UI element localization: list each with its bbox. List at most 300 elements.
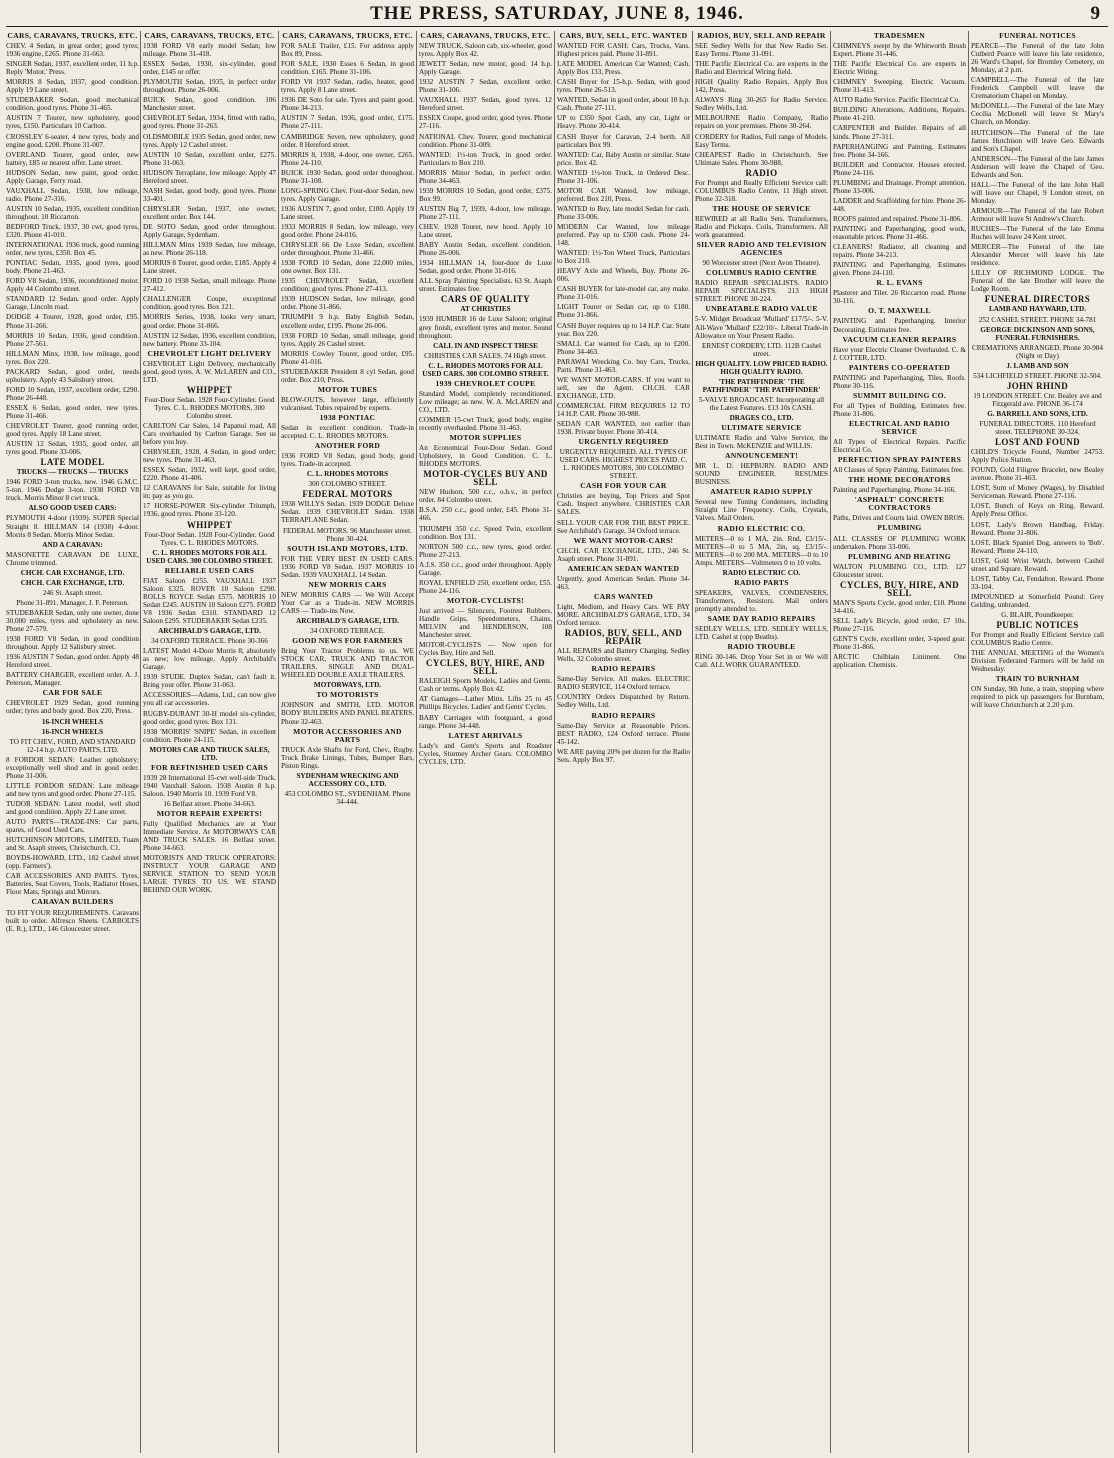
column-5 — [557, 31, 690, 1453]
section-heading: WHIPPET — [186, 384, 233, 395]
section-heading: SAME DAY RADIO REPAIRS — [707, 614, 816, 623]
section-heading: CAR FOR SALE — [42, 688, 103, 698]
classified-ad: JEWETT Sedan, new motor, good. 14 h.p. Apply Garage. — [419, 60, 552, 77]
classified-ad: 1936 DE Soto for sale. Tyres and paint good. Phone 34-213. — [281, 96, 414, 113]
classified-ad: TO FIT YOUR REQUIREMENTS. Caravans built to order. Alfresco Sheets. CARBOLTS (E. R.), LTD., 146 Gloucester street. — [6, 908, 139, 933]
column-rule — [140, 31, 141, 1453]
classified-ad: 1934 HILLMAN 14, four-door de Luxe Sedan, good order. Phone 31-016. — [419, 259, 552, 276]
classified-ad: SELL Lady's Bicycle, good order, £7 10s. Phone 27-116. — [833, 616, 966, 633]
section-heading: GOOD NEWS FOR FARMERS — [292, 636, 403, 646]
section-heading: RADIOS, BUY, SELL, AND REPAIR — [564, 628, 683, 647]
classified-ad: ALSO GOOD USED CARS: — [28, 504, 117, 513]
section-heading: RADIO — [745, 167, 778, 178]
column-rule — [692, 31, 693, 1453]
section-heading: MOTOR ACCESSORIES AND PARTS — [293, 726, 402, 744]
classified-ad: 19 LONDON STREET. Cnr. Bealey ave and Fitzgerald ave. PHONE 36-174 — [973, 391, 1102, 408]
classified-ad: CORDERY for Radios, Full range of Models. Easy Terms. — [695, 132, 828, 149]
section-heading: LATEST ARRIVALS — [448, 730, 523, 740]
classified-ad: For Prompt and Really Efficient Service call COLUMBUS Radio Centre. — [971, 631, 1104, 648]
section-heading: VACUUM CLEANER REPAIRS — [842, 334, 957, 344]
classified-ad: THE Pacific Electrical Co. are experts in the Radio and Electrical Wiring field. — [695, 60, 828, 77]
classified-ad: DRAGES CO., LTD. — [729, 413, 794, 422]
classified-ad: JOHNSON and SMITH, LTD. MOTOR BODY BUILDERS AND PANEL BEATERS. Phone 32-463. — [281, 701, 414, 726]
classified-ad: BEDFORD Truck, 1937, 30 cwt, good tyres, £320. Phone 41-010. — [6, 222, 139, 240]
section-heading: FUNERAL DIRECTORS — [984, 294, 1091, 305]
classified-ad: THE ANNUAL MEETING of the Women's Division Federated Farmers will be held on Wednesday. — [971, 649, 1104, 674]
classified-ad: RADIO REPAIR SPECIALISTS. RADIO REPAIR SPECIALISTS. 213 HIGH STREET. PHONE 30-224. — [695, 279, 828, 304]
section-heading: PLUMBING AND HEATING — [848, 551, 951, 561]
section-heading: RADIO PARTS — [734, 577, 789, 587]
column-1 — [6, 31, 139, 1453]
classified-ad: PAPERHANGING and Painting. Estimates free. Phone 34-166. — [833, 142, 966, 159]
classified-ad: CHEV. 4 Sedan, in great order; good tyres; 1936 engine, £265. Phone 31-663. — [6, 42, 139, 59]
classified-ad: MORRIS Series, 1938, looks very smart, good order. Phone 31-866. — [143, 313, 276, 330]
classified-ad: COMMERCIAL FIRM REQUIRES 12 TO 14 H.P. CAR. Phone 30-988. — [557, 401, 690, 418]
classified-ad: CAMBRIDGE Seven, new upholstery, good order. 8 Hereford street. — [281, 132, 414, 149]
column-header: FUNERAL NOTICES — [999, 31, 1076, 40]
classified-ad: CARPENTER and Builder. Repairs of all kinds. Phone 27-311. — [833, 124, 966, 141]
classified-ad: STUDEBAKER Sedan, good mechanical condition, good tyres. Phone 31-465. — [6, 96, 139, 113]
section-heading: LOST AND FOUND — [995, 437, 1080, 448]
classified-ad: REWIRED at all Radio Sets. Transformers, Radio and Pickups. Coils, Transformers. All work guaranteed. — [695, 214, 828, 240]
column-6 — [695, 31, 828, 1453]
classified-ad: 17 HORSE-POWER Six-cylinder Triumph, 1936, good tyres. Phone 33-120. — [143, 502, 276, 519]
classified-ad: 34 OXFORD TERRACE. — [310, 627, 385, 636]
section-heading: ANOTHER FORD — [314, 441, 381, 451]
classified-ad: J. LAMB AND SON — [1006, 361, 1069, 370]
newspaper-title: THE PRESS, SATURDAY, JUNE 8, 1946. — [370, 3, 744, 24]
classified-ad: ALWAYS Ring 30-265 for Radio Service. Sedley Wells, Ltd. — [695, 96, 828, 113]
classified-ad: B.S.A. 250 c.c., good order, £45. Phone 31-466. — [419, 506, 552, 523]
classified-ad: TRIUMPH 350 c.c. Speed Twin, excellent condition. Box 131. — [419, 524, 552, 541]
section-heading: THE HOME DECORATORS — [848, 475, 951, 485]
classified-ad: 453 COLOMBO ST., SYDENHAM. Phone 34-444. — [284, 789, 411, 806]
classified-ad: CAMPBELL—The Funeral of the late Frederick Campbell will leave the Crematorium Chapel on Monday. — [971, 76, 1104, 101]
classified-ad: 1939 28 International 15-cwt well-side Truck. 1940 Vauxhall Saloon. 1938 Austin 8 h.p. Saloon. 1940 Morris 10. 1939 Ford V8. — [143, 773, 276, 798]
classified-ad: ESSEX Coupe, good order, good tyres. Phone 27-116. — [419, 114, 552, 131]
classified-ad: RUGBY-DURANT 30-H model six-cylinder, good order, good tyres. Box 131. — [143, 709, 276, 726]
classified-ad: ALL Spray Painting Specialists. 63 St. Asaph street. Estimates free. — [419, 277, 552, 294]
classified-ad: WANTED, Sedan in good order, about 10 h.p. Cash. Phone 27-111. — [557, 96, 690, 113]
classified-ad: 1939 STUDE. Duplex Sedan, can't fault it. Bring your offer. Phone 31-063. — [143, 673, 276, 690]
section-heading: AMERICAN SEDAN WANTED — [567, 563, 680, 573]
classified-ad: MR L. D. HEPBURN. RADIO AND SOUND ENGINEER. RESUMES BUSINESS. — [695, 462, 828, 487]
column-header: CARS, BUY, SELL, ETC. WANTED — [559, 31, 688, 40]
classified-ad: PEARCE—The Funeral of the late John Cutberd Pearce will leave his late residence, 26 Ward's Chapel, for Bromley Cemetery, on Monday, at 2 p.m. — [971, 42, 1104, 75]
column-rule — [968, 31, 969, 1453]
classified-ad: WANTED: 1½-ton Truck, in good order. Particulars to Box 210. — [419, 150, 552, 167]
classified-ad: 252 CASHEL STREET. PHONE 34-781 — [978, 315, 1097, 324]
section-heading: AMATEUR RADIO SUPPLY — [710, 487, 813, 497]
classified-ad: ANDERSON—The Funeral of the late James Anderson will leave the Chapel of Geo. Edwards and Son. — [971, 154, 1104, 179]
classified-ad: METERS—0 to 1 MA, 2in. Rnd, £3/15/-. METERS—0 to 5 MA, 2in, sq. £3/15/-. METERS—0 to 200 MA. METERS—0 to 10 Amps. METERS—Voltmeters 0 to 10 volts. — [695, 534, 828, 567]
classified-ad: 16-INCH WHEELS — [41, 727, 104, 736]
classified-ad: LADDER and Scaffolding for hire. Phone 26-448. — [833, 196, 966, 213]
classified-ad: COMMER 15-cwt Truck, good body, engine recently overhauled. Phone 31-463. — [419, 415, 552, 433]
classified-ad: Christies are buying, Top Prices and Spot Cash. Inspect anywhere. CHRISTIES CAR SALES. — [557, 492, 690, 517]
classified-ad: Same-Day Service at Reasonable Prices. BEST RADIO, 124 Oxford terrace. Phone 45-142. — [557, 721, 690, 746]
classified-ad: FOR SALE Trailer, £15. For address apply Box 89, Press. — [281, 42, 414, 59]
classified-ad: LONG-SPRING Chev. Four-door Sedan, new tyres. Apply Garage. — [281, 186, 414, 203]
classified-ad: CHEVROLET 1929 Sedan, good running order; tyres and body good. Box 220, Press. — [6, 699, 139, 716]
classified-ad: 1938 'MORRIS' 'SNIPE' Sedan, in excellent condition. Phone 24-115. — [143, 727, 276, 744]
column-rule — [278, 31, 279, 1453]
classified-ad: MORRIS 8 Tourer, good order, £185. Apply 4 Lane street. — [143, 259, 276, 276]
classified-ad: TO FIT CHEV., FORD, AND STANDARD 12-14 h.p. AUTO PARTS, LTD. — [9, 737, 136, 754]
classified-ad: MERCER—The Funeral of the late Alexander Mercer will leave his late residence. — [971, 243, 1104, 268]
classified-ad: WANTED 1½-ton Truck, in Ordered Desc. Phone 31-106. — [557, 168, 690, 185]
section-heading: UNBEATABLE RADIO VALUE — [705, 304, 818, 314]
classified-ad: G. BARRELL AND SONS, LTD. — [987, 409, 1088, 418]
section-heading: RADIO TROUBLE — [727, 642, 796, 652]
classified-ad: OVERLAND Tourer, good order, new battery, £85 or nearest offer. Lane street. — [6, 150, 139, 167]
column-header: TRADESMEN — [873, 31, 926, 40]
classified-ad: CHEAPEST Radio in Christchurch. See Ultimate Sales. Phone 30-988. — [695, 150, 828, 167]
classified-ad: CHEVROLET Light Delivery, mechanically good, good tyres. A. W. McLAREN and CO., LTD. — [143, 359, 276, 384]
section-heading: CASH FOR YOUR CAR — [580, 481, 667, 491]
classified-ad: 8 FORDOR SEDAN: Leather upholstery; exceptionally well shod and in good order. Phone 31-006. — [6, 755, 139, 780]
classified-ad: Bring Your Tractor Problems to us. WE STOCK CAR, TRUCK AND TRACTOR TRAILERS. SINGLE AND DUAL-WHEELED DOUBLE AXLE TRAILERS. — [281, 647, 414, 680]
classified-ad: BABY Carriages with footguard, a good range. Phone 34-448. — [419, 713, 552, 730]
classified-ad: MOTORS CAR AND TRUCK SALES, LTD. — [149, 745, 270, 762]
section-heading: FEDERAL MOTORS — [302, 489, 393, 500]
classified-ad: PLYMOUTH 4-door (1939). SUPER Special Straight 8. HILLMAN 14 (1938) 4-door. Morris 8 Sedan. Morris Minor Sedan. — [6, 514, 139, 539]
classified-ad: TRIUMPH 9 h.p. Baby English Sedan, excellent order, £195. Phone 26-006. — [281, 313, 414, 330]
classified-ad: MOTORISTS AND TRUCK OPERATORS: INSTRUCT YOUR GARAGE AND SERVICE STATION TO SEND YOUR LARGE TYRES TO US. WE STAND BEHIND OUR WORK. — [143, 854, 276, 895]
section-heading: THE HOUSE OF SERVICE — [712, 203, 811, 213]
classified-ad: ERNEST CORDERY, LTD. 112B Cashel street. — [701, 341, 821, 358]
section-heading: URGENTLY REQUIRED — [578, 437, 669, 447]
classified-ad: PLUMBING and Drainage. Prompt attention. Phone 33-006. — [833, 178, 966, 195]
classified-ad: AUSTIN 12 Sedan, 1935, good order, all tyres good. Phone 33-006. — [6, 440, 139, 457]
section-heading: PLUMBING — [877, 523, 922, 533]
classified-ad: THE Pacific Electrical Co. are experts in Electric Wiring. — [833, 60, 966, 77]
column-2 — [143, 31, 276, 1453]
classified-ad: VAUXHALL Sedan, 1938, low mileage, radio. Phone 27-316. — [6, 186, 139, 203]
classified-ad: ESSEX Sedan, 1932, well kept, good order, £220. Phone 41-406. — [143, 466, 276, 483]
column-header: CARS, CARAVANS, TRUCKS, ETC. — [282, 31, 413, 40]
classified-ad: NEW MORRIS CARS — We Will Accept Your Car as a Trade-in. NEW MORRIS CARS — Trade-ins Now. — [281, 590, 414, 615]
column-3 — [281, 31, 414, 1453]
classified-ad: BLOW-OUTS, however large, efficiently vulcanised. Tubes repaired by experts. — [281, 395, 414, 412]
classified-ad: C. L. RHODES MOTORS — [306, 470, 389, 479]
classified-ad: SINGER Sedan, 1937, excellent order, 11 h.p. Reply 'Motor,' Press. — [6, 60, 139, 77]
classified-ad: PACKARD Sedan, good order, needs upholstery. Apply 43 Salisbury street. — [6, 367, 139, 384]
classified-ad: BABY Austin Sedan, excellent condition. Phone 26-006. — [419, 241, 552, 258]
classified-ad: Urgently, good American Sedan. Phone 34-463. — [557, 574, 690, 591]
classified-ad: CHRISTIES CAR SALES. 74 High street. — [424, 351, 547, 360]
classified-ad: AUTO Radio Service. Pacific Electrical Co. — [833, 96, 961, 105]
classified-ad: ARCHIBALD'S GARAGE, LTD. — [158, 627, 261, 636]
classified-ad: CARLTON Car Sales, 14 Papanui road, All Cars overhauled by Carlton Garage. See us before you buy. — [143, 422, 276, 447]
classified-ad: Painting and Paperhanging. Phone 34-166. — [833, 486, 956, 495]
classified-ad: Fully Qualified Mechanics are at Your Immediate Service. At MOTORWAYS CAR AND TRUCK SALES. 16 Belfast street. Phone 34-663. — [143, 820, 276, 853]
classified-ad: Light, Medium, and Heavy Cars. WE PAY MORE. ARCHIBALD'S GARAGE, LTD., 34 Oxford terrace. — [557, 602, 690, 628]
classified-ad: PARAWAI Wrecking Co. buy Cars, Trucks, Parts. Phone 31-463. — [557, 357, 690, 374]
classified-ad: AT Gamages—Lather Mitts. Lifts 25 to 45 Phillips Bicycles. Ladies' and Gents' Cycles. — [419, 695, 552, 712]
classified-ad: Plasterer and Tiler. 26 Riccarton road. Phone 30-116. — [833, 289, 966, 306]
classified-ad: HUDSON Sedan, new paint, good order. Apply Garage, Ferry road. — [6, 168, 139, 185]
classified-ad: MOTOR CAR Wanted, low mileage, preferred. Box 210, Press. — [557, 186, 690, 203]
classified-ad: CHILD'S Tricycle Found, Number 24753. Apply Police Station. — [971, 448, 1104, 465]
classified-ad: 1939 HUDSON Sedan, low mileage, good order. Phone 31-866. — [281, 295, 414, 312]
classified-ad: ROYAL ENFIELD 250, excellent order, £55. Phone 24-116. — [419, 578, 552, 595]
classified-ad: HIGH QUALITY. LOW PRICED RADIO. HIGH QUALITY RADIO. — [695, 359, 828, 376]
classified-ad: CHRYSLER, 1928, 4 Sedan, in good order; new tyres. Phone 31-463. — [143, 448, 276, 465]
classified-ad: ALL CLASSES OF PLUMBING WORK undertaken. Phone 33-006. — [833, 534, 966, 551]
classified-ad: MAN'S Sports Cycle, good order, £10. Phone 34-416. — [833, 598, 966, 615]
classified-ad: BUICK Sedan, good condition. 106 Manchester street. — [143, 96, 276, 113]
classified-ad: LOST, Bunch of Keys on Ring. Reward. Apply Press Office. — [971, 502, 1104, 519]
classified-ad: MORRIS Cowley Tourer, good order, £95. Phone 41-016. — [281, 349, 414, 366]
classified-ad: All Classes of Spray Painting. Estimates free. — [833, 466, 964, 475]
classified-ad: ALL REPAIRS and Battery Charging. Sedley Wells, 32 Colombo street. — [557, 647, 690, 664]
classified-ad: WE ARE paying 20% per dozen for the Radio Sets. Apply Box 97. — [557, 747, 690, 764]
section-heading: 'ASPHALT' CONCRETE CONTRACTORS — [854, 495, 945, 513]
classified-ad: LOST, Lady's Brown Handbag, Friday. Reward. Phone 31-806. — [971, 520, 1104, 537]
classified-ad: SEE Sedley Wells for that New Radio Set. Easy Terms. Phone 31-091. — [695, 42, 828, 59]
classified-ad: C. L. RHODES MOTORS FOR ALL USED CARS. 300 COLOMBO STREET. — [422, 361, 549, 378]
classified-ad: ESSEX 6 Sedan, good order, new tyres. Phone 31-466. — [6, 403, 139, 420]
classified-ad: C. L. RHODES MOTORS FOR ALL USED CARS. 300 COLOMBO STREET. — [146, 548, 273, 565]
classified-ad: NASH Sedan, good body, good tyres. Phone 33-401. — [143, 186, 276, 203]
classified-ad: FORD V8 1937 Sedan, radio, heater, good tyres. Apply 8 Lane street. — [281, 78, 414, 95]
classified-ad: All Types of Electrical Repairs. Pacific Electrical Co. — [833, 438, 966, 455]
classified-ad: STUDEBAKER Sedan, only one owner, done 30,000 miles, tyres and upholstery as new. Phone 27-579. — [6, 608, 139, 634]
classified-ad: RUCHES—The Funeral of the late Emma Ruches will leave 24 Kent street. — [971, 225, 1104, 242]
classified-ad: 534 LICHFIELD STREET. PHONE 32-504. — [973, 371, 1102, 380]
classified-ad: 5-V. Midget Broadcast 'Mullard' £17/5/-. 5-V. All-Wave 'Mullard' £22/10/-. Liberal Trade-in Allowance on Your Present Radio. — [695, 315, 828, 340]
classified-ad: WANTED to Buy, late model Sedan for cash. Phone 33-006. — [557, 204, 690, 221]
classified-ad: BUILDING Alterations, Additions, Repairs. Phone 41-210. — [833, 106, 966, 123]
section-heading: SILVER RADIO AND TELEVISION AGENCIES — [696, 240, 827, 258]
section-heading: CHEVROLET LIGHT DELIVERY — [147, 348, 272, 358]
section-heading: TO MOTORISTS — [316, 690, 379, 700]
classified-ad: CALL IN AND INSPECT THESE — [433, 341, 538, 350]
classified-ad: 16 Belfast street. Phone 34-663. — [163, 799, 256, 808]
classified-ad: CHEVROLET Tourer, good running order, good tyres. Apply 18 Lane street. — [6, 422, 139, 439]
classified-ad: A.J.S. 350 c.c., good order throughout. Apply Garage. — [419, 560, 552, 577]
classified-ad: WE WANT MOTOR-CARS. If you want to sell, see the Agent. CH.CH. CAR EXCHANGE, LTD. — [557, 375, 690, 400]
classified-ad: ARCHIBALD'S GARAGE, LTD. — [296, 617, 399, 625]
classified-ad: Same-Day Service. All makes. ELECTRIC RADIO SERVICE, 114 Oxford terrace. — [557, 675, 690, 692]
column-rule — [554, 31, 555, 1453]
classified-ad: 90 Worcester street (Next Avon Theatre). — [702, 259, 821, 268]
classified-ad: HILLMAN Minx 1939 Sedan, low mileage, as new. Phone 26-118. — [143, 241, 276, 258]
classified-ad: HILLMAN Minx, 1938, low mileage, good tyres. Box 220. — [6, 349, 139, 366]
classified-ad: CHALLENGER Coupe, exceptional condition, good tyres. Box 121. — [143, 295, 276, 312]
classified-ad: Standard Model, completely reconditioned. Low mileage; as new. W. A. McLAREN and CO., LTD. — [419, 389, 552, 414]
classified-ad: WANTED: Car, Baby Austin or similar. State price. Box 42. — [557, 150, 690, 167]
classified-ad: HUTCHISON—The Funeral of the late James Hutchison will leave Geo. Edwards and Son's Chapel. — [971, 128, 1104, 153]
classified-ad: 246 St. Asaph street. — [42, 588, 103, 597]
classified-ad: FIAT Saloon £255. VAUXHALL 1937 Saloon £325. ROVER 10 Saloon £290. ROLLS ROYCE Sedan £575. MORRIS 10 Sedan £245. AUSTIN 10 Saloon £275. FORD V8 1936 Sedan £310. STANDARD 12 Saloon £295. STUDEBAKER Sedan £235. — [143, 576, 276, 626]
section-heading: PAINTERS CO-OPERATED — [848, 362, 951, 372]
classified-ad: RALEIGH Sports Models, Ladies and Gents. Cash or terms. Apply Box 42. — [419, 677, 552, 694]
classified-ad: FORD V8 Sedan, 1936, reconditioned motor. Apply 44 Colombo street. — [6, 277, 139, 294]
classified-ad: MORRIS 10 Sedan, 1936, good condition. Phone 27-561. — [6, 331, 139, 348]
classified-ad: BATTERY CHARGER, excellent order. A. J. Peterson, Manager. — [6, 671, 139, 688]
classified-ad: HALL—The Funeral of the late John Hall will leave our Chapel, 9 London street, on Monday. — [971, 180, 1104, 205]
classified-ad: CASH BUYER for late-model car, any make. Phone 31-016. — [557, 285, 690, 302]
classified-ad: AT CHRISTIES — [460, 305, 511, 314]
classified-ad: LOST, Sum of Money (Wages), by Disabled Serviceman. Reward. Phone 27-116. — [971, 484, 1104, 501]
classified-ad: Lady's and Gent's Sports and Roadster Cycles, Sturmey Archer Gears. COLOMBO CYCLES, LTD. — [419, 741, 552, 766]
column-header: RADIOS, BUY, SELL AND REPAIR — [697, 31, 826, 40]
classified-ad: FOR SALE, 1930 Essex 6 Sedan, in good condition. £165. Phone 31-106. — [281, 60, 414, 77]
section-heading: RADIO REPAIRS — [591, 710, 656, 720]
classified-ad: WANTED: 1½-Ton Wheel Truck, Particulars to Box 210. — [557, 249, 690, 266]
classified-ad: AUSTIN 12 Sedan, 1936, excellent condition, new battery. Phone 33-104. — [143, 331, 276, 348]
classified-ad: BUICK 1930 Sedan, good order throughout. Phone 31-108. — [281, 168, 414, 185]
section-heading: 1938 PONTIAC — [319, 412, 376, 422]
classified-ad: FEDERAL MOTORS. 96 Manchester street. Phone 30-424. — [283, 526, 412, 543]
classified-ad: PAINTING and Paperhanging, Tiles, Roofs. Phone 30-116. — [833, 373, 966, 390]
section-heading: ANNOUNCEMENT! — [724, 451, 799, 461]
section-heading: CYCLES, BUY, HIRE, AND SELL — [426, 658, 545, 677]
classified-ad: INTERNATIONAL 1936 truck, good running order, new tyres, £350. Box 45. — [6, 241, 139, 258]
classified-ad: 1939 HUMBER 16 de Luxe Saloon; original grey finish, excellent tyres and motor. Sound throughout. — [419, 315, 552, 340]
classified-ad: LIGHT Tourer or Sedan car, up to £180. Phone 31-866. — [557, 303, 690, 320]
classified-ad: TUDOR SEDAN: Latest model, well shod and good condition. Apply 22 Lane street. — [6, 799, 139, 816]
classified-ad: 1938 FORD 10 Sedan, done 22,000 miles, one owner. Box 131. — [281, 259, 414, 276]
section-heading: PUBLIC NOTICES — [996, 620, 1079, 631]
classified-ad: For Prompt and Really Efficient Service call: COLUMBUS Radio Centre, 11 High street. Phone 32-318. — [695, 178, 828, 203]
classified-ad: VAUXHALL 1937 Sedan, good tyres. 12 Hereford street. — [419, 96, 552, 113]
classified-ad: CROSSLEY 6-seater, 4 new tyres, body and engine good, £200. Phone 31-007. — [6, 132, 139, 149]
classified-ad: SPEAKERS, VALVES, CONDENSERS, Transformers, Resistors. Mail orders promptly attended to. — [695, 588, 828, 613]
classified-ad: CHRYSLER Sedan, 1937, one owner, excellent order. Box 144. — [143, 204, 276, 221]
classified-ad: AUSTIN 10 Sedan, 1935, excellent condition throughout. 10 Riccarton. — [6, 204, 139, 221]
classified-ad: PLYMOUTH Sedan, 1935, in perfect order throughout. Phone 26-006. — [143, 78, 276, 95]
classified-ad: CHEV. 1928 Tourer, new hood. Apply 10 Lane street. — [419, 222, 552, 240]
classified-ad: 300 COLOMBO STREET. — [308, 480, 387, 489]
classified-ad: MASONETTE CARAVAN DE LUXE, Chrome trimmed. — [6, 550, 139, 567]
classified-ad: FORD 10 Sedan, 1937, excellent order, £290. Phone 26-448. — [6, 385, 139, 402]
column-7 — [833, 31, 966, 1453]
classified-ad: URGENTLY REQUIRED. ALL TYPES OF USED CARS. HIGHEST PRICES PAID. C. L. RHODES MOTORS, 300 COLOMBO STREET. — [559, 448, 688, 481]
column-4 — [419, 31, 552, 1453]
masthead-rule — [6, 26, 1108, 27]
classified-ad: CLEANERS! Radiator, all cleaning and repairs. Phone 34-213. — [833, 243, 966, 260]
masthead — [0, 0, 1114, 26]
classified-ad: WANTED FOR CASH: Cars, Trucks, Vans. Highest prices paid. Phone 31-891. — [557, 42, 690, 59]
classified-ad: CHCH. CAR EXCHANGE, LTD. — [20, 578, 125, 587]
classified-ad: LATEST Model 4-Door Morris 8, absolutely as new; low mileage. Apply Archibald's Garage. — [143, 647, 276, 672]
classified-ad: CASH Buyer for 15-h.p. Sedan, with good tyres. Phone 26-513. — [557, 78, 690, 95]
classified-ad: ARMOUR—The Funeral of the late Robert Armour will leave St Andrew's Church. — [971, 206, 1104, 223]
classified-ad: PAINTING and Paperhanging. Estimates given. Phone 24-110. — [833, 261, 966, 278]
column-header: CARS, CARAVANS, TRUCKS, ETC. — [144, 31, 275, 40]
classified-ad: FOR THE VERY BEST IN USED CARS. 1936 FORD V8 Sedan. 1937 MORRIS 10 Sedan. 1939 VAUXHALL 14 Sedan. — [281, 554, 414, 579]
classified-ad: MELBOURNE Radio Company, Radio repairs on your premises. Phone 30-264. — [695, 114, 828, 131]
classified-ad: CHCH. CAR EXCHANGE, LTD. — [20, 568, 125, 577]
classified-ad: HUTCHINSON MOTORS, LIMITED, Tuam and St. Asaph streets, Christchurch. C1. — [6, 836, 139, 853]
section-heading: O. T. MAXWELL — [868, 306, 931, 316]
section-heading: TRAIN TO BURNHAM — [995, 674, 1080, 684]
classified-ad: Phone 31-891. Manager, J. F. Peterson. — [16, 598, 129, 607]
classified-ad: HUDSON Terraplane, low mileage. Apply 47 Hereford street. — [143, 168, 276, 185]
section-heading: MOTOR SUPPLIES — [449, 433, 522, 443]
classified-ad: CREMATIONS ARRANGED. Phone 30-984 (Night or Day) — [972, 343, 1103, 360]
classified-ad: RADIO ELECTRIC CO. — [722, 568, 801, 577]
classified-ad: ESSEX Sedan, 1930, six-cylinder, good order, £145 or offer. — [143, 60, 276, 77]
classified-ad: CASH Buyer for Caravan, 2-4 berth. All particulars Box 99. — [557, 132, 690, 149]
classified-ad: AUSTIN Big 7, 1939, 4-door, low mileage. Phone 27-111. — [419, 204, 552, 221]
page-number: 9 — [1090, 3, 1100, 24]
classified-ad: CAR ACCESSORIES AND PARTS. Tyres, Batteries, Seat Covers, Tools, Radiator Hoses, Floor Mats, Springs and Mirrors. — [6, 872, 139, 897]
classified-ad: MODERN Car Wanted, low mileage preferred. Pay up to £500 cash. Phone 24-148. — [557, 222, 690, 248]
column-header: CARS, CARAVANS, TRUCKS, ETC. — [7, 31, 138, 40]
classified-ad: LOST, Tabby Cat, Fendalton. Reward. Phone 33-104. — [971, 574, 1104, 591]
section-heading: RADIO ELECTRIC CO. — [717, 523, 806, 533]
classified-ad: LAMB AND HAYWARD, LTD. — [988, 305, 1087, 314]
column-rule — [830, 31, 831, 1453]
classified-ad: LOST, Black Spaniel Dog, answers to 'Bob'. Reward. Phone 24-110. — [971, 538, 1104, 555]
classified-ad: Have your Electric Cleaner Overhauled. C. & J. COTTER, LTD. — [833, 345, 966, 362]
classified-ad: AUSTIN 10 Sedan, excellent order, £275. Phone 31-063. — [143, 150, 276, 167]
classified-ad: Just arrived — Silencers, Footrest Rubbers, Handle Grips, Speedometers, Chains. MELVIN and HENDERSON, 108 Manchester street. — [419, 606, 552, 640]
classified-ad: ARCTIC Chilblain Liniment. One application. Chemists. — [833, 653, 966, 670]
classified-ad: 'THE PATHFINDER' 'THE PATHFINDER' 'THE PATHFINDER' — [702, 377, 821, 394]
classified-ad: FORD 10 1938 Sedan, small mileage. Phone 27-412. — [143, 277, 276, 294]
classified-ad: GEORGE DICKINSON AND SONS, FUNERAL FURNISHERS. — [980, 325, 1095, 342]
classified-ad: FOUND, Gold Filigree Bracelet, new Bealey avenue. Phone 31-463. — [971, 466, 1104, 483]
classified-ad: 5-VALVE BROADCAST. Incorporating all the Latest Features. £13 10s CASH. — [698, 395, 825, 412]
classified-ad: SMALL Car wanted for Cash, up to £200. Phone 34-463. — [557, 339, 690, 356]
classified-ad: STANDARD 12 Sedan, good order. Apply Garage, Lincoln road. — [6, 295, 139, 312]
classified-ad: CH.CH. CAR EXCHANGE, LTD., 246 St. Asaph street. Phone 31-891. — [557, 546, 690, 563]
classified-ad: For all Types of Building, Estimates free. Phone 31-806. — [833, 401, 966, 418]
section-heading: SOUTH ISLAND MOTORS, LTD. — [287, 543, 408, 553]
classified-ad: CHRYSLER 66 De Luxe Sedan, excellent order throughout. Phone 31-466. — [281, 241, 414, 258]
classified-ad: PONTIAC Sedan, 1935, good tyres, good body. Phone 21-463. — [6, 259, 139, 276]
section-heading: CARAVAN BUILDERS — [31, 897, 114, 907]
section-heading: CARS WANTED — [593, 591, 654, 601]
classified-ad: CHIMNEY Sweeping. Electric Vacuum. Phone 31-413. — [833, 78, 966, 95]
classified-ad: G. BLAIR, Poundkeeper. — [1001, 611, 1074, 619]
section-heading: MOTOR TUBES — [317, 384, 378, 394]
classified-ad: SEDLEY WELLS, LTD. SEDLEY WELLS, LTD. Cashel st (opp Beaths). — [695, 625, 828, 642]
section-heading: WE WANT MOTOR-CARS! — [573, 535, 674, 545]
section-heading: RADIO REPAIRS — [591, 664, 656, 674]
classified-ad: AUTO PARTS—TRADE-INS: Car parts, spares, of Good Used Cars. — [6, 818, 139, 835]
classified-ad: McDONELL—The Funeral of the late Mary Cecilia McDonell will leave St Mary's Church, on Monday. — [971, 102, 1104, 127]
classified-ad: CHEVROLET Sedan, 1934, fitted with radio, good tyres. Phone 31-263. — [143, 114, 276, 131]
classified-ad: DE SOTO Sedan, good order throughout. Apply Garage, Sydenham. — [143, 222, 276, 240]
classified-ad: UP to £350 Spot Cash, any car, Light or Heavy. Phone 30-414. — [557, 114, 690, 131]
classified-ad: Four-Door Sedan. 1928 Four-Cylinder. Good Tyres. C. L. RHODES MOTORS, 300 Colombo street. — [144, 395, 275, 420]
classified-ad: An Economical Four-Door Sedan. Good Upholstery, in Good Condition. C. L. RHODES MOTORS. — [419, 444, 552, 469]
section-heading: WHIPPET — [186, 519, 233, 530]
classified-ad: 16-INCH WHEELS — [41, 717, 104, 726]
classified-ad: 34 OXFORD TERRACE. Phone 30-366 — [151, 637, 268, 646]
classified-ad: Paths, Drives and Courts laid. OWEN BROS. — [833, 514, 965, 523]
classified-ad: STUDEBAKER President 8 cyl Sedan, good order. Box 210, Press. — [281, 367, 414, 384]
section-heading: PERFECTION SPRAY PAINTERS — [837, 455, 962, 465]
classified-ad: 1932 AUSTIN 7 Sedan, excellent order. Phone 31-106. — [419, 78, 552, 95]
classified-ad: Four-Door Sedan. 1928 Four-Cylinder. Good Tyres. C. L. RHODES MOTORS. — [144, 530, 275, 547]
classified-ad: MOTOR-CYCLISTS — Now open for Cycles Buy, Hire and Sell. — [419, 641, 552, 658]
classified-ad: IMPOUNDED at Somerfield Pound: Grey Gelding, unbranded. — [971, 592, 1104, 609]
classified-ad: 1938 WILLYS Sedan. 1939 DODGE Deluxe Sedan. 1939 CHEVROLET Sedan. 1938 TERRAPLANE Sedan. — [281, 500, 414, 525]
classified-ad: LOST, Gold Wrist Watch, between Cashel street and Square. Reward. — [971, 556, 1104, 573]
classified-ad: ON Sunday, 9th June, a train, stopping where required to pick up passengers for Burnham, will leave Christchurch at 2.20 p.m. — [971, 685, 1104, 710]
section-heading: MOTOR REPAIR EXPERTS! — [156, 809, 263, 819]
classified-ad: MORRIS Minor Sedan, in perfect order. Phone 34-463. — [419, 168, 552, 185]
classified-ad: 1939 MORRIS 10 Sedan, good order, £375. Box 99. — [419, 186, 552, 203]
classified-ad: CHIMNEYS swept by the Whitworth Brush Expert. Phone 31-446. — [833, 42, 966, 59]
